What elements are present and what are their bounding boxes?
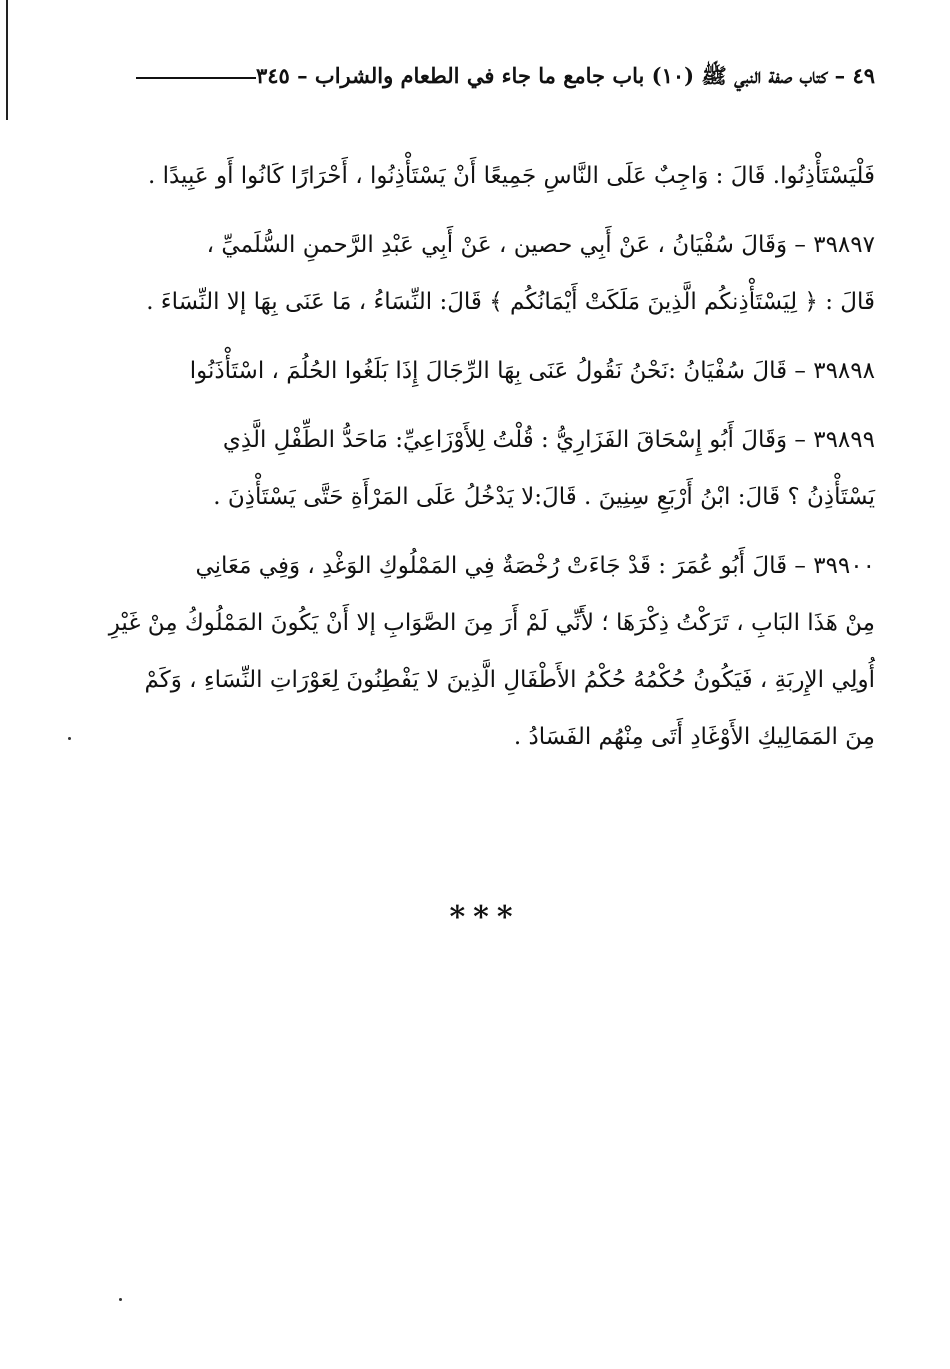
text-line: فَلْيَسْتَأْذِنُوا. قَالَ : وَاجِبٌ عَلَى النَّاسِ جَمِيعًا أَنْ يَسْتَأْذِنُوا ، أَحْرَارًا كَانُوا أَو عَبِيدًا . (147, 163, 875, 189)
text-line: أُولِي الإِربَةِ ، فَيَكُونُ حُكْمُهُ حُكْمُ الأَطْفَالِ الَّذِينَ لا يَفْطِنُونَ لِعَوْرَاتِ النِّسَاءِ ، وَكَمْ (144, 667, 875, 693)
scan-speck (119, 1298, 122, 1301)
main-text (95, 148, 875, 778)
scan-speck (68, 737, 71, 740)
paragraph-continuation (95, 148, 875, 205)
text-line: يَسْتَأْذِنُ ؟ قَالَ: ابْنُ أَرْبَعِ سِنِينَ . قَالَ:لا يَدْخُلُ عَلَى المَرْأَةِ حَتَّى يَسْتَأْذِنَ . (213, 484, 875, 510)
header-title: ٤٩ – كتاب صفة النبي ﷺ (١٠) باب جامع ما جاء في الطعام والشراب – ٣٤٥ (255, 62, 875, 88)
text-line: قَالَ : ﴿ لِيَسْتَأْذِنكُم الَّذِينَ مَلَكَتْ أَيْمَانُكُم ﴾ قَالَ: النِّسَاءُ ، مَا عَنَى بِهَا إلا النِّسَاءَ . (146, 289, 875, 315)
text-line: ٣٩٩٠٠ – قَالَ أَبُو عُمَرَ : قَدْ جَاءَتْ رُخْصَةٌ فِي المَمْلُوكِ الوَغْدِ ، وَفِي مَعَانِي (195, 553, 875, 579)
paragraph-39900 (95, 538, 875, 766)
paragraph-39897 (95, 217, 875, 331)
text-line: ٣٩٨٩٨ – قَالَ سُفْيَانُ :نَحْنُ نَقُولُ عَنَى بِهَا الرِّجَالَ إِذَا بَلَغُوا الحُلُمَ ، اسْتَأْذَنُوا (189, 358, 875, 384)
text-line: مِنْ هَذَا البَابِ ، تَرَكْتُ ذِكْرَهَا ؛ لأَنِّي لَمْ أَرَ مِنَ الصَّوَابِ إلا أَنْ يَكُونَ المَمْلُوكُ مِنْ غَيْرِ (108, 610, 875, 636)
paragraph-39899 (95, 412, 875, 526)
header-rule (136, 77, 256, 79)
section-separator: *** (449, 900, 521, 935)
running-header (95, 58, 875, 98)
scan-edge-line (6, 0, 8, 120)
text-line: ٣٩٨٩٧ – وَقَالَ سُفْيَانُ ، عَنْ أَبِي حصين ، عَنْ أَبِي عَبْدِ الرَّحمنِ السُّلَميِّ ، (206, 232, 875, 258)
text-line: مِنَ المَمَالِيكِ الأَوْغَادِ أَتَى مِنْهُم الفَسَادُ . (513, 724, 875, 750)
text-line: ٣٩٨٩٩ – وَقَالَ أَبُو إِسْحَاقَ الفَزَارِيُّ : قُلْتُ لِلأَوْزَاعِيِّ: مَاحَدُّ الطِّفْلِ الَّذِي (222, 427, 875, 453)
paragraph-39898 (95, 343, 875, 400)
